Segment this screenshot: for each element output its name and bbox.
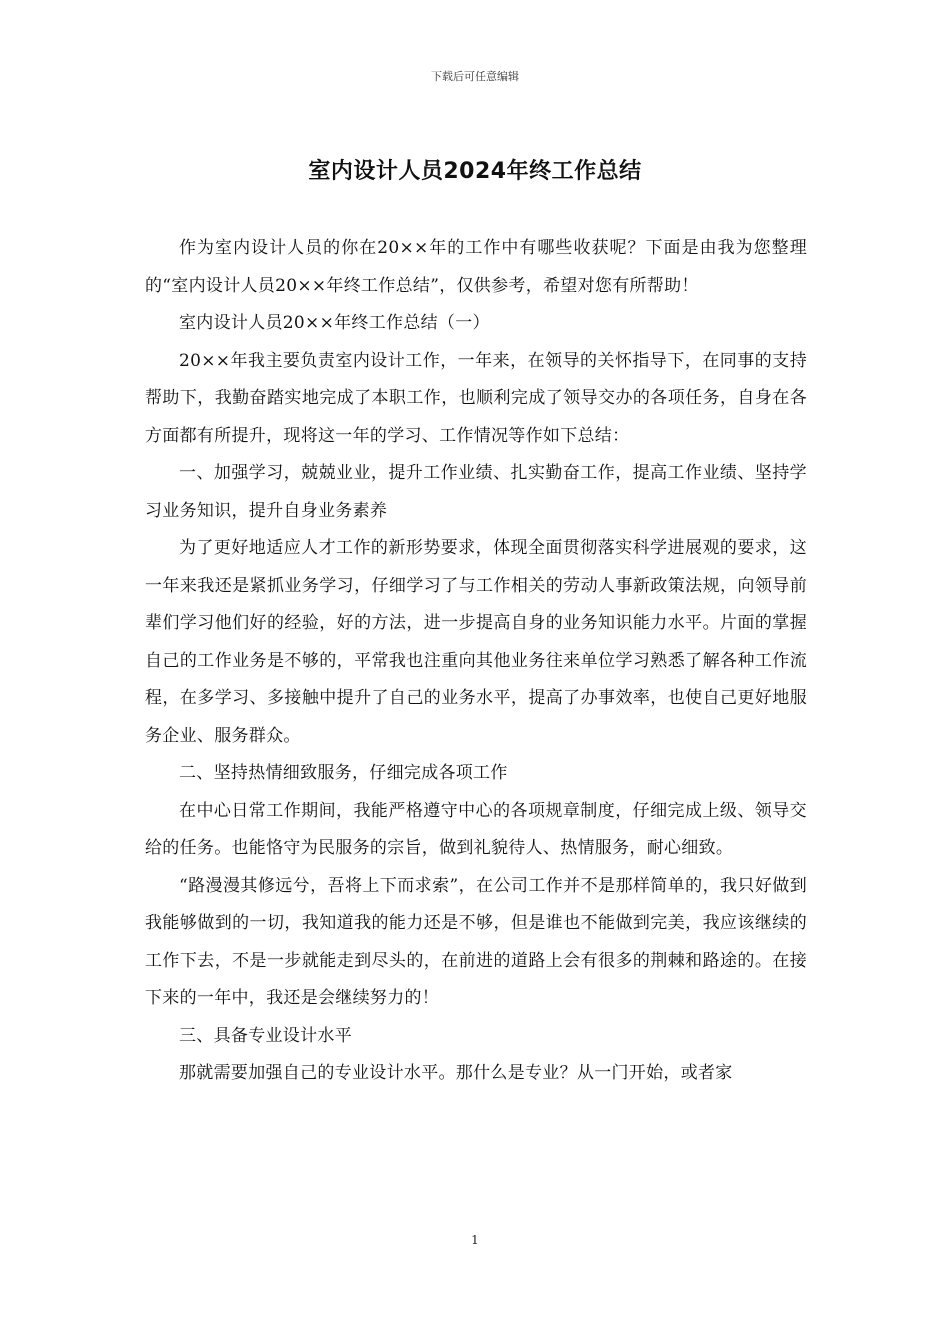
paragraph: 20××年我主要负责室内设计工作，一年来，在领导的关怀指导下，在同事的支持帮助下，我勤奋踏实地完成了本职工作，也顺利完成了领导交办的各项任务，自身在各方面都有所提升，现将这一年的学习、工作情况等作如下总结： (145, 350, 807, 446)
document-title: 室内设计人员2024年终工作总结 (308, 159, 642, 184)
paragraph: 为了更好地适应人才工作的新形势要求，体现全面贯彻落实科学进展观的要求，这一年来我还是紧抓业务学习，仔细学习了与工作相关的劳动人事新政策法规，向领导前辈们学习他们好的经验，好的方法，进一步提高自身的业务知识能力水平。片面的掌握自己的工作业务是不够的，平常我也注重向其他业务往来单位学习熟悉了解各种工作流程，在多学习、多接触中提升了自己的业务水平，提高了办事效率，也使自己更好地服务企业、服务群众。 (145, 538, 807, 746)
section-heading: 二、坚持热情细致服务，仔细完成各项工作 (179, 763, 508, 783)
document-body (145, 230, 807, 1093)
page-number: 1 (471, 1233, 479, 1247)
paragraph: 在中心日常工作期间，我能严格遵守中心的各项规章制度，仔细完成上级、领导交给的任务。也能恪守为民服务的宗旨，做到礼貌待人、热情服务，耐心细致。 (145, 800, 807, 858)
header-note: 下载后可任意编辑 (431, 70, 519, 83)
paragraph: “路漫漫其修远兮，吾将上下而求索”，在公司工作并不是那样简单的，我只好做到我能够做到的一切，我知道我的能力还是不够，但是谁也不能做到完美，我应该继续的工作下去，不是一步就能走到尽头的，在前进的道路上会有很多的荆棘和路途的。在接下来的一年中，我还是会继续努力的！ (145, 875, 807, 1008)
section-heading-part-one: 室内设计人员20××年终工作总结（一） (179, 313, 490, 333)
section-heading: 三、具备专业设计水平 (179, 1025, 352, 1046)
paragraph-intro: 作为室内设计人员的你在20××年的工作中有哪些收获呢？下面是由我为您整理的“室内设计人员20××年终工作总结”，仅供参考，希望对您有所帮助！ (145, 238, 807, 296)
section-heading: 一、加强学习，兢兢业业，提升工作业绩、扎实勤奋工作，提高工作业绩、坚持学习业务知识，提升自身业务素养 (145, 463, 807, 521)
paragraph: 那就需要加强自己的专业设计水平。那什么是专业？从一门开始，或者家 (179, 1063, 733, 1083)
